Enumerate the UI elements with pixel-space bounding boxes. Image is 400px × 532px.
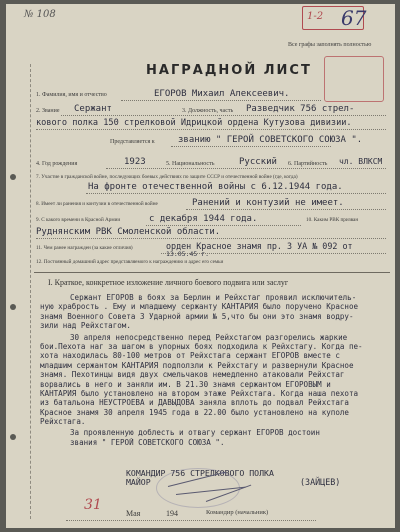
narrative-line: Рейхстага. bbox=[40, 417, 86, 427]
narrative-heading: I. Краткое, конкретное изложение личного боевого подвига или заслуг bbox=[48, 278, 289, 287]
birth-year-label: 4. Год рождения bbox=[36, 161, 78, 167]
punch-hole bbox=[10, 304, 16, 310]
field-line bbox=[36, 129, 386, 130]
stamp-number: 1-2 bbox=[307, 11, 324, 22]
previous-award-date: 13.05.45 г. bbox=[166, 250, 210, 258]
field-line bbox=[61, 115, 386, 116]
home-address-label: 12. Постоянный домашний адрес представляемого к награждению и адрес его семьи bbox=[36, 259, 224, 265]
commander-surname: (ЗАЙЦЕВ) bbox=[300, 477, 341, 487]
narrative-line: 30 апреля непосредственно перед Рейхстагом разгорелись жаркие bbox=[70, 332, 348, 342]
position-value: Разведчик 756 стрел- bbox=[246, 104, 355, 114]
punch-hole bbox=[10, 174, 16, 180]
nationality-label: 5. Национальность bbox=[166, 161, 215, 167]
margin-line bbox=[30, 64, 31, 519]
narrative-line: младшим сержантом КАНТАРИЯ подползли к Рейхстагу и развернули Красное bbox=[40, 360, 354, 370]
narrative-line: зили над Рейхстагом. bbox=[40, 321, 131, 331]
presented-value: званию " ГЕРОЙ СОВЕТСКОГО СОЮЗА ". bbox=[178, 135, 363, 145]
party-label: 6. Партийность bbox=[288, 161, 328, 167]
field-line bbox=[66, 520, 316, 521]
field-line bbox=[186, 209, 386, 210]
narrative-line: Сержант ЕГОРОВ в боях за Берлин и Рейхстаг проявил исключитель- bbox=[70, 293, 357, 302]
army-since-label: 9. С какого времени в Красной Армии bbox=[36, 217, 121, 223]
field-line bbox=[106, 168, 386, 169]
narrative-line: Красное знамя 30 апреля 1945 года в 22.00 было установлено на куполе bbox=[40, 407, 349, 417]
narrative-line: ную храбрость . Ему и младшему сержанту КАНТАРИЯ было поручено Красное bbox=[40, 302, 359, 312]
name-value: ЕГОРОВ Михаил Алексеевич. bbox=[154, 89, 290, 99]
section-divider bbox=[34, 272, 390, 273]
narrative-line: знамя Военного Совета 3 Ударной армии № 5,что бы они это знамя водру- bbox=[40, 311, 354, 321]
field-line bbox=[86, 193, 386, 194]
narrative-text bbox=[40, 293, 392, 447]
war-participation-value: На фронте отечественной войны с 6.12.1944 года. bbox=[88, 182, 343, 192]
narrative-line: хота находилась 80-100 метров от Рейхстага сержант ЕГОРОВ вместе с bbox=[40, 351, 340, 361]
narrative-line: знамя. Пехотинцы видя двух смельчаков немедленно атаковали Рейхстаг bbox=[40, 370, 345, 380]
army-since-value: с декабря 1944 года. bbox=[149, 214, 258, 224]
commander-label: Командир (начальник) bbox=[206, 509, 269, 516]
nationality-value: Русский bbox=[239, 157, 277, 167]
wounds-value: Ранений и контузий не имеет. bbox=[192, 198, 344, 208]
name-label: 1. Фамилия, имя и отчество bbox=[36, 92, 107, 98]
date-month: Мая bbox=[126, 509, 141, 518]
punch-hole bbox=[10, 434, 16, 440]
previous-award-value: орден Красное знамя пр. 3 УА № 092 от bbox=[166, 241, 353, 251]
rank-value: Сержант bbox=[74, 104, 112, 114]
narrative-line: из батальона НЕУСТРОЕВА и ДАВЫДОВА заняла вплоть до подвал Рейхстага bbox=[40, 398, 349, 408]
field-line bbox=[121, 100, 321, 101]
position-continuation: кового полка 150 стрелковой Идрицкой ордена Кутузова дивизии. bbox=[36, 118, 352, 128]
position-label: 3. Должность, часть bbox=[182, 108, 234, 114]
rvk-value: Руднянским РВК Смоленской области. bbox=[36, 227, 221, 237]
top-right-note: Все графы заполнять полностью bbox=[288, 42, 372, 48]
date-day: 31 bbox=[84, 497, 102, 513]
award-sheet bbox=[6, 4, 395, 528]
war-participation-label: 7. Участие в гражданской войне, последующих боевых действиях по защите СССР и отечественной войне (где, когда) bbox=[36, 174, 298, 180]
narrative-line: ворвались в него и заняли им. В 21.30 знамя сержантом ЕГОРОВЫМ и bbox=[40, 379, 331, 389]
narrative-line: КАНТАРИЯ было установлено на втором этаже Рейхстага. Когда наша пехота bbox=[40, 388, 359, 398]
archive-stamp bbox=[324, 56, 384, 102]
field-line bbox=[146, 225, 301, 226]
narrative-line: звания " ГЕРОЙ СОВЕТСКОГО СОЮЗА ". bbox=[70, 437, 225, 447]
field-line bbox=[36, 238, 386, 239]
corner-note: № 108 bbox=[24, 9, 56, 20]
commander-rank: МАЙОР bbox=[126, 477, 151, 487]
presented-label: Представляется к bbox=[110, 139, 155, 145]
birth-year-value: 1923 bbox=[124, 157, 146, 167]
party-value: чл. ВЛКСМ bbox=[339, 157, 383, 166]
stamp-big-number: 67 bbox=[341, 6, 367, 30]
document-title: НАГРАДНОЙ ЛИСТ bbox=[146, 63, 312, 78]
rvk-label: 10. Каким РВК призван bbox=[306, 217, 359, 223]
narrative-line: бои.Пехота наг за шагом в упорных боях подходила к Рейхстагу. Когда пе- bbox=[40, 341, 363, 351]
narrative-line: За проявленную доблесть и отвагу сержант ЕГОРОВ достоин bbox=[70, 428, 320, 438]
field-line bbox=[171, 146, 331, 147]
previous-award-label: 11. Чем ранее награжден (за какие отличия) bbox=[36, 245, 133, 251]
field-line bbox=[161, 253, 386, 254]
rank-label: 2. Звание bbox=[36, 108, 60, 114]
wounds-label: 8. Имеет ли ранения и контузии в отечественной войне bbox=[36, 201, 158, 207]
commander-line: КОМАНДИР 756 СТРЕЛКОВОГО ПОЛКА bbox=[126, 468, 274, 478]
date-year: 194 bbox=[166, 509, 178, 518]
seal-stamp bbox=[156, 468, 240, 508]
